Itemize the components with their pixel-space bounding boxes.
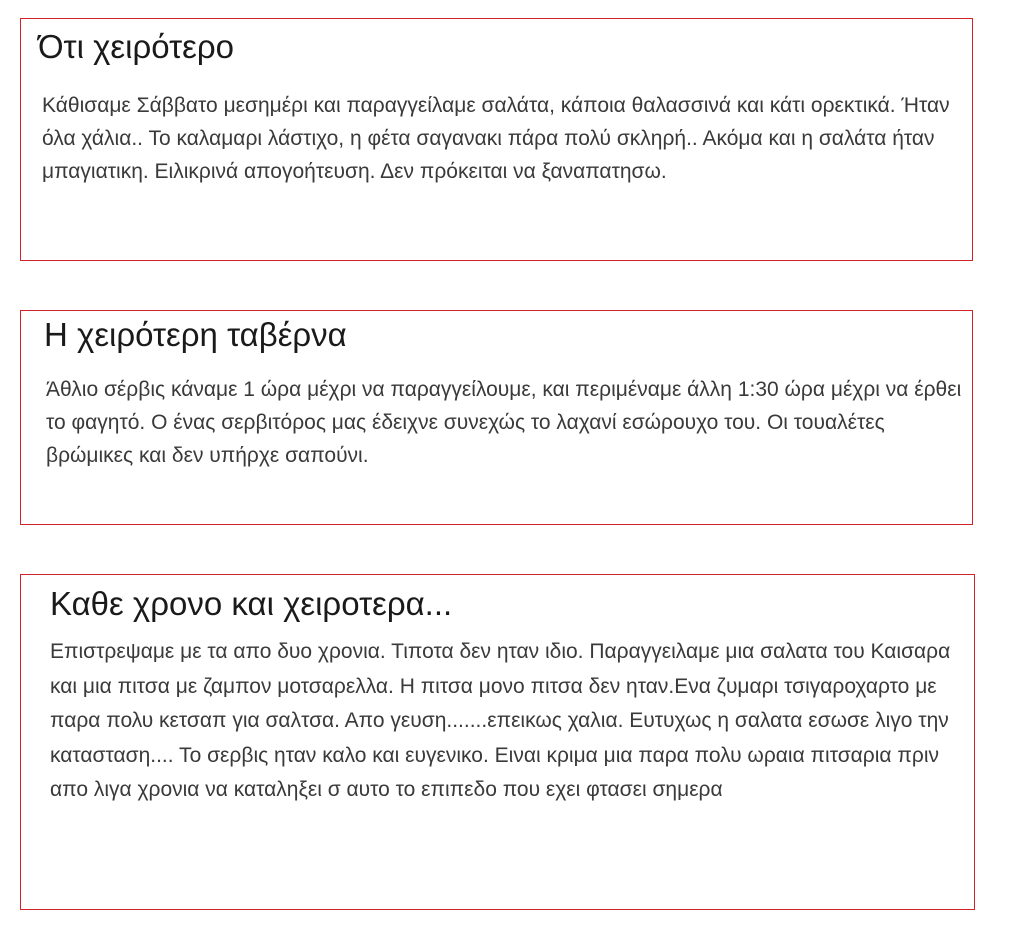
review-card bbox=[20, 18, 973, 261]
review-text: Επιστρεψαμε με τα απο δυο χρονια. Τιποτα δεν ηταν ιδιο. Παραγγειλαμε μια σαλατα του Καισαρα και μια πιτσα με ζαμπον μοτσαρελλα. Η πιτσα μονο πιτσα δεν ηταν.Ενα ζυμαρι τσιγαροχαρτο με παρα πολυ κετσαπ για σαλτσα. Απο γευση.......επεικως χαλια. Ευτυχως η σαλατα εσωσε λιγο την κατασταση.... Το σερβις ηταν καλο και ευγενικο. Ειναι κριμα μια παρα πολυ ωραια πιτσαρια πριν απο λιγα χρονια να καταληξει σ αυτο το επιπεδο που εχει φτασει σημερα bbox=[50, 640, 951, 801]
review-card bbox=[20, 574, 975, 910]
review-title: Καθε χρονο και χειροτερα... bbox=[50, 585, 453, 622]
review-text: Άθλιο σέρβις κάναμε 1 ώρα μέχρι να παραγγείλουμε, και περιμέναμε άλλη 1:30 ώρα μέχρι να έρθει το φαγητό. Ο ένας σερβιτόρος μας έδειχνε συνεχώς το λαχανί εσώρουχο του. Οι τουαλέτες βρώμικες και δεν υπήρχε σαπούνι. bbox=[46, 378, 962, 467]
review-text: Κάθισαμε Σάββατο μεσημέρι και παραγγείλαμε σαλάτα, κάποια θαλασσινά και κάτι ορεκτικά. Ήταν όλα χάλια.. Το καλαμαρι λάστιχο, η φέτα σαγανακι πάρα πολύ σκληρή.. Ακόμα και η σαλάτα ήταν μπαγιατικη. Ειλικρινά απογοήτευση. Δεν πρόκειται να ξαναπατησω. bbox=[42, 94, 950, 183]
review-card bbox=[20, 310, 973, 525]
review-title: Ότι χειρότερο bbox=[38, 28, 234, 65]
review-title: Η χειρότερη ταβέρνα bbox=[44, 316, 347, 353]
